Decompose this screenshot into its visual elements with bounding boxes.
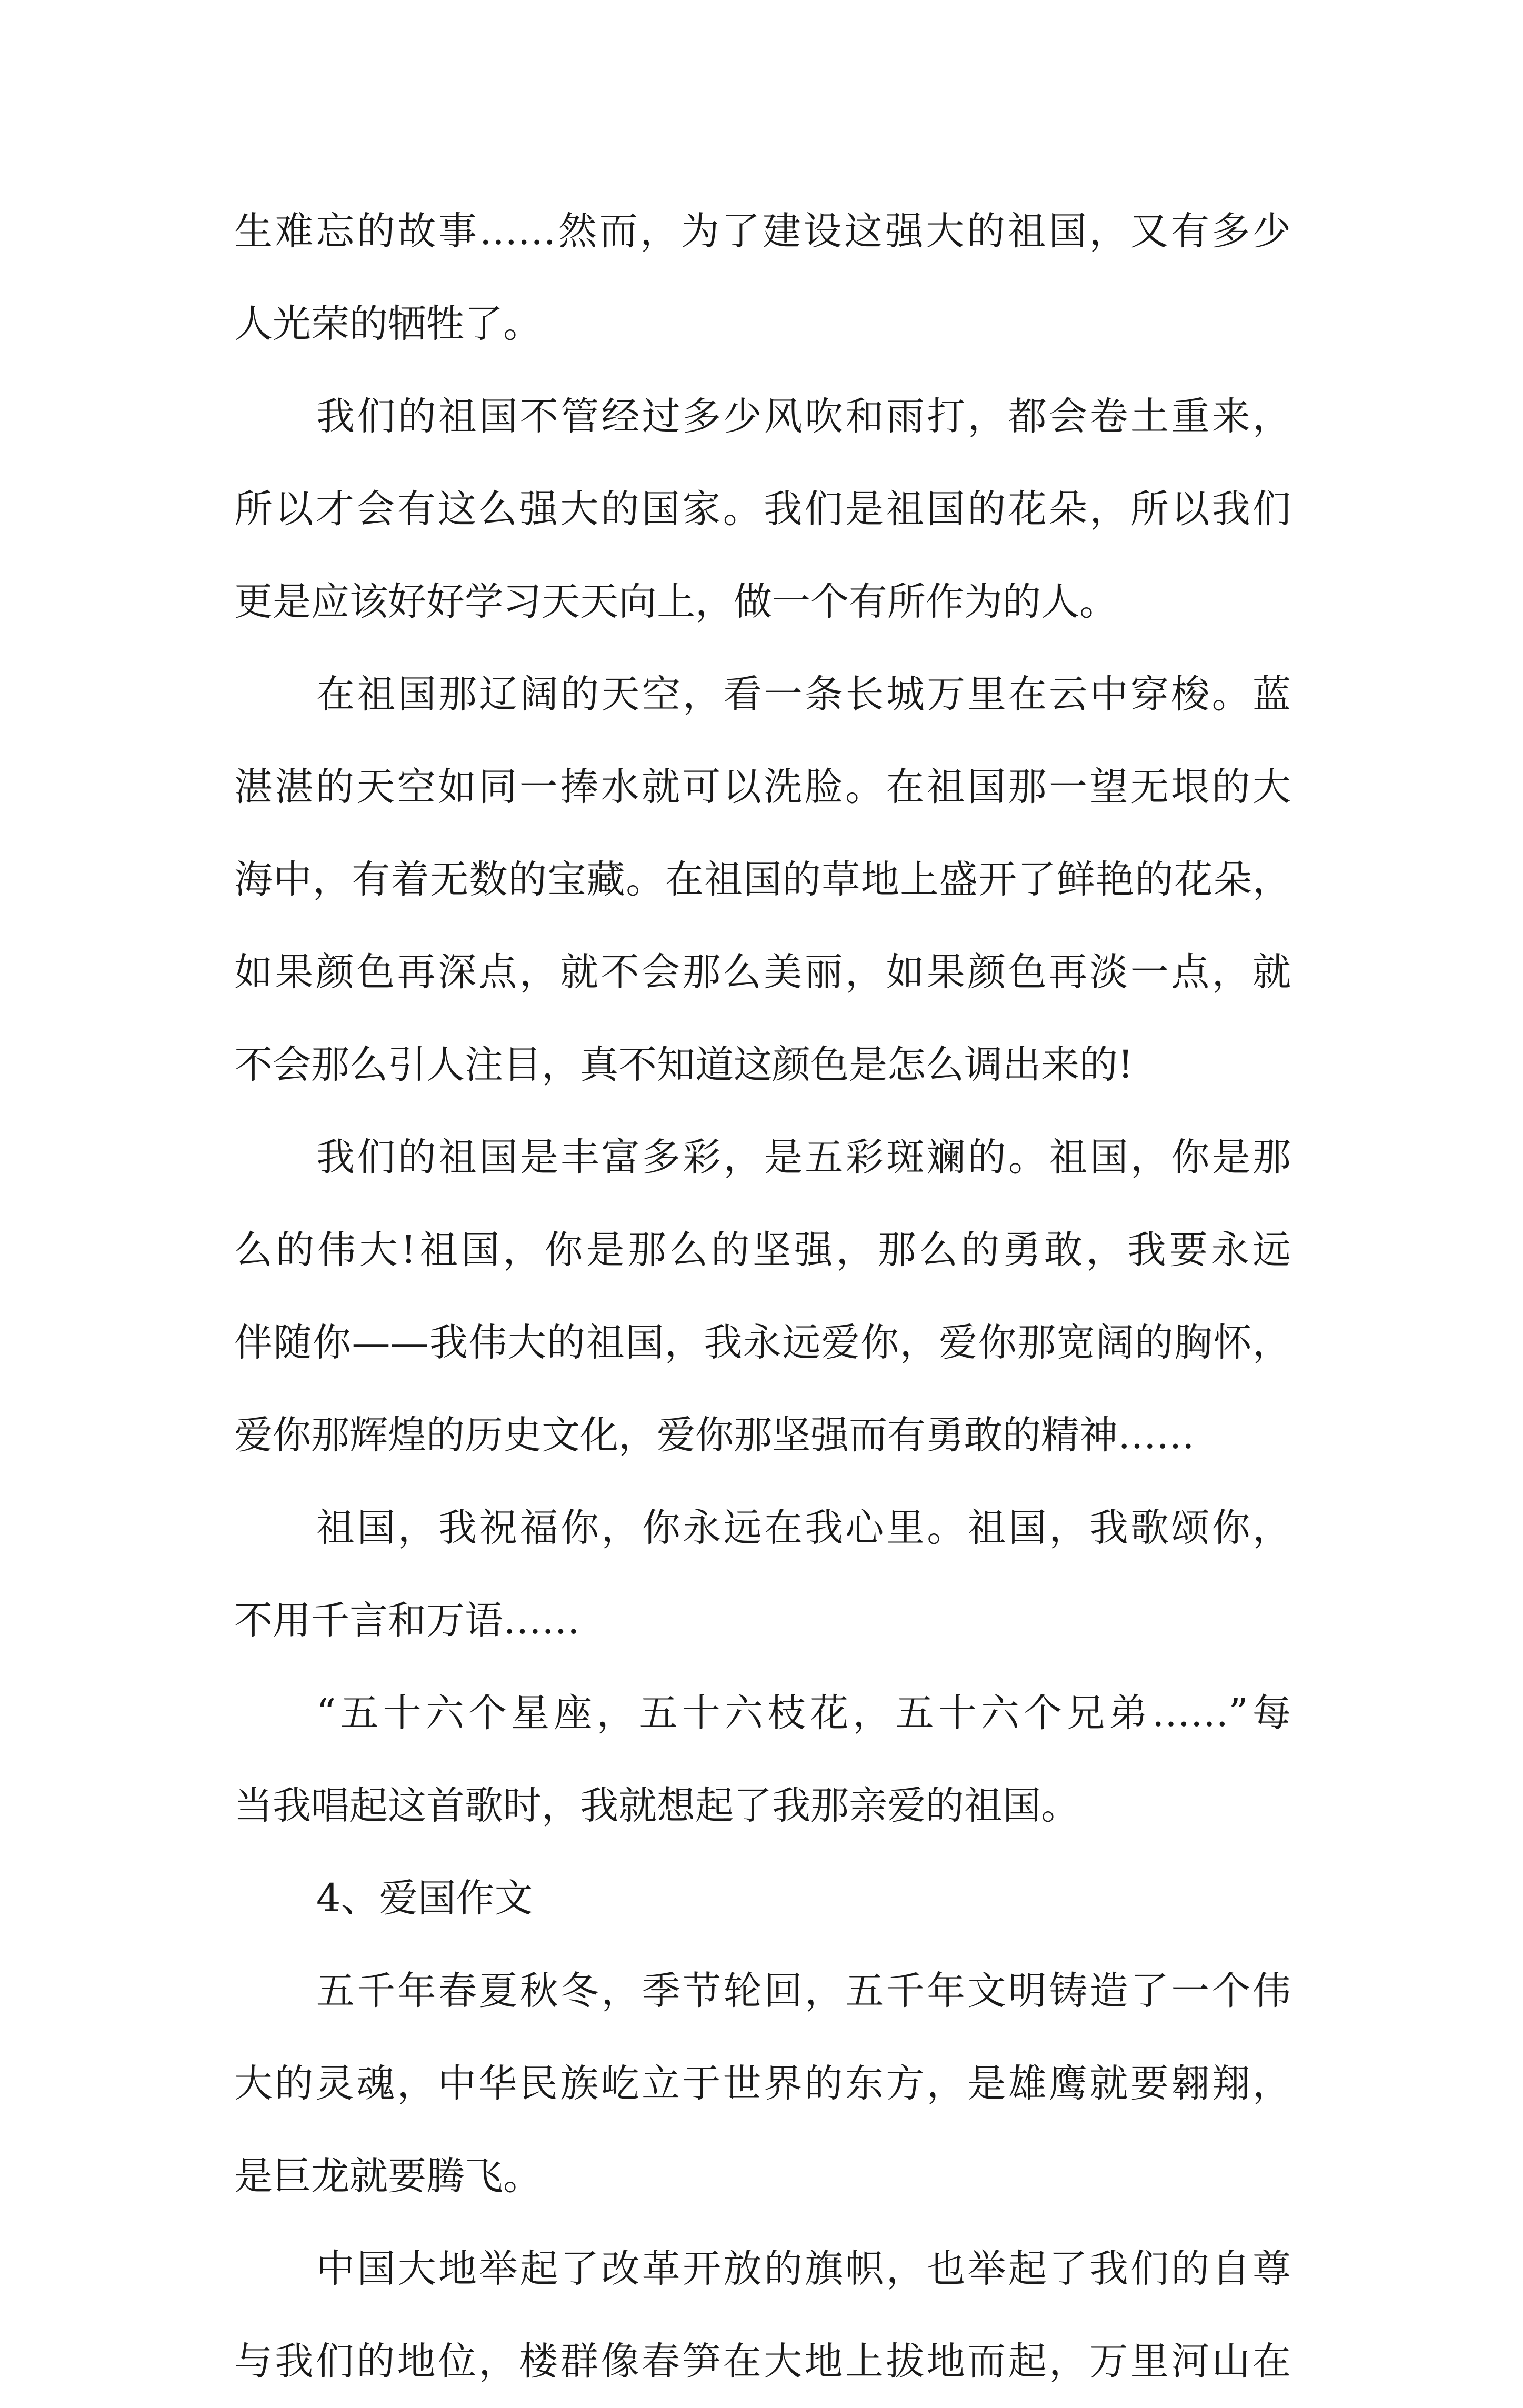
text-line: 爱你那辉煌的历史文化，爱你那坚强而有勇敢的精神…… xyxy=(234,1413,1195,1458)
paragraph-start: 我们的祖国是丰富多彩，是五彩斑斓的。祖国，你是那 xyxy=(316,1135,1291,1180)
text-line: 么的伟大!祖国，你是那么的坚强，那么的勇敢，我要永远 xyxy=(234,1228,1291,1272)
text-line: 大的灵魂，中华民族屹立于世界的东方，是雄鹰就要翱翔， xyxy=(234,2061,1291,2106)
paragraph-start: “五十六个星座，五十六枝花，五十六个兄弟……”每 xyxy=(316,1691,1291,1735)
text-line: 海中，有着无数的宝藏。在祖国的草地上盛开了鲜艳的花朵， xyxy=(234,857,1291,902)
text-line: 如果颜色再深点，就不会那么美丽，如果颜色再淡一点，就 xyxy=(234,950,1291,995)
text-line: 更是应该好好学习天天向上，做一个有所作为的人。 xyxy=(234,579,1118,624)
text-line: 是巨龙就要腾飞。 xyxy=(234,2154,542,2199)
paragraph-start: 我们的祖国不管经过多少风吹和雨打，都会卷土重来， xyxy=(316,394,1291,439)
text-line: 不会那么引人注目，真不知道这颜色是怎么调出来的! xyxy=(234,1042,1134,1087)
paragraph-start: 中国大地举起了改革开放的旗帜，也举起了我们的自尊 xyxy=(316,2246,1291,2291)
text-line: 不用千言和万语…… xyxy=(234,1598,580,1643)
text-line: 当我唱起这首歌时，我就想起了我那亲爱的祖国。 xyxy=(234,1783,1079,1828)
document-body xyxy=(234,185,1291,2408)
text-line: 伴随你——我伟大的祖国，我永远爱你，爱你那宽阔的胸怀， xyxy=(234,1320,1291,1365)
text-line: 人光荣的牺牲了。 xyxy=(234,302,542,346)
paragraph-start: 在祖国那辽阔的天空，看一条长城万里在云中穿梭。蓝 xyxy=(316,672,1291,717)
paragraph-start: 五千年春夏秋冬，季节轮回，五千年文明铸造了一个伟 xyxy=(316,1969,1291,2013)
section-heading: 4、爱国作文 xyxy=(316,1876,533,1921)
text-line: 湛湛的天空如同一捧水就可以洗脸。在祖国那一望无垠的大 xyxy=(234,765,1291,809)
text-line: 生难忘的故事……然而，为了建设这强大的祖国，又有多少 xyxy=(234,209,1291,254)
paragraph-start: 祖国，我祝福你，你永远在我心里。祖国，我歌颂你， xyxy=(316,1506,1291,1550)
text-line: 与我们的地位，楼群像春笋在大地上拔地而起，万里河山在 xyxy=(234,2339,1291,2384)
text-line: 所以才会有这么强大的国家。我们是祖国的花朵，所以我们 xyxy=(234,487,1291,531)
